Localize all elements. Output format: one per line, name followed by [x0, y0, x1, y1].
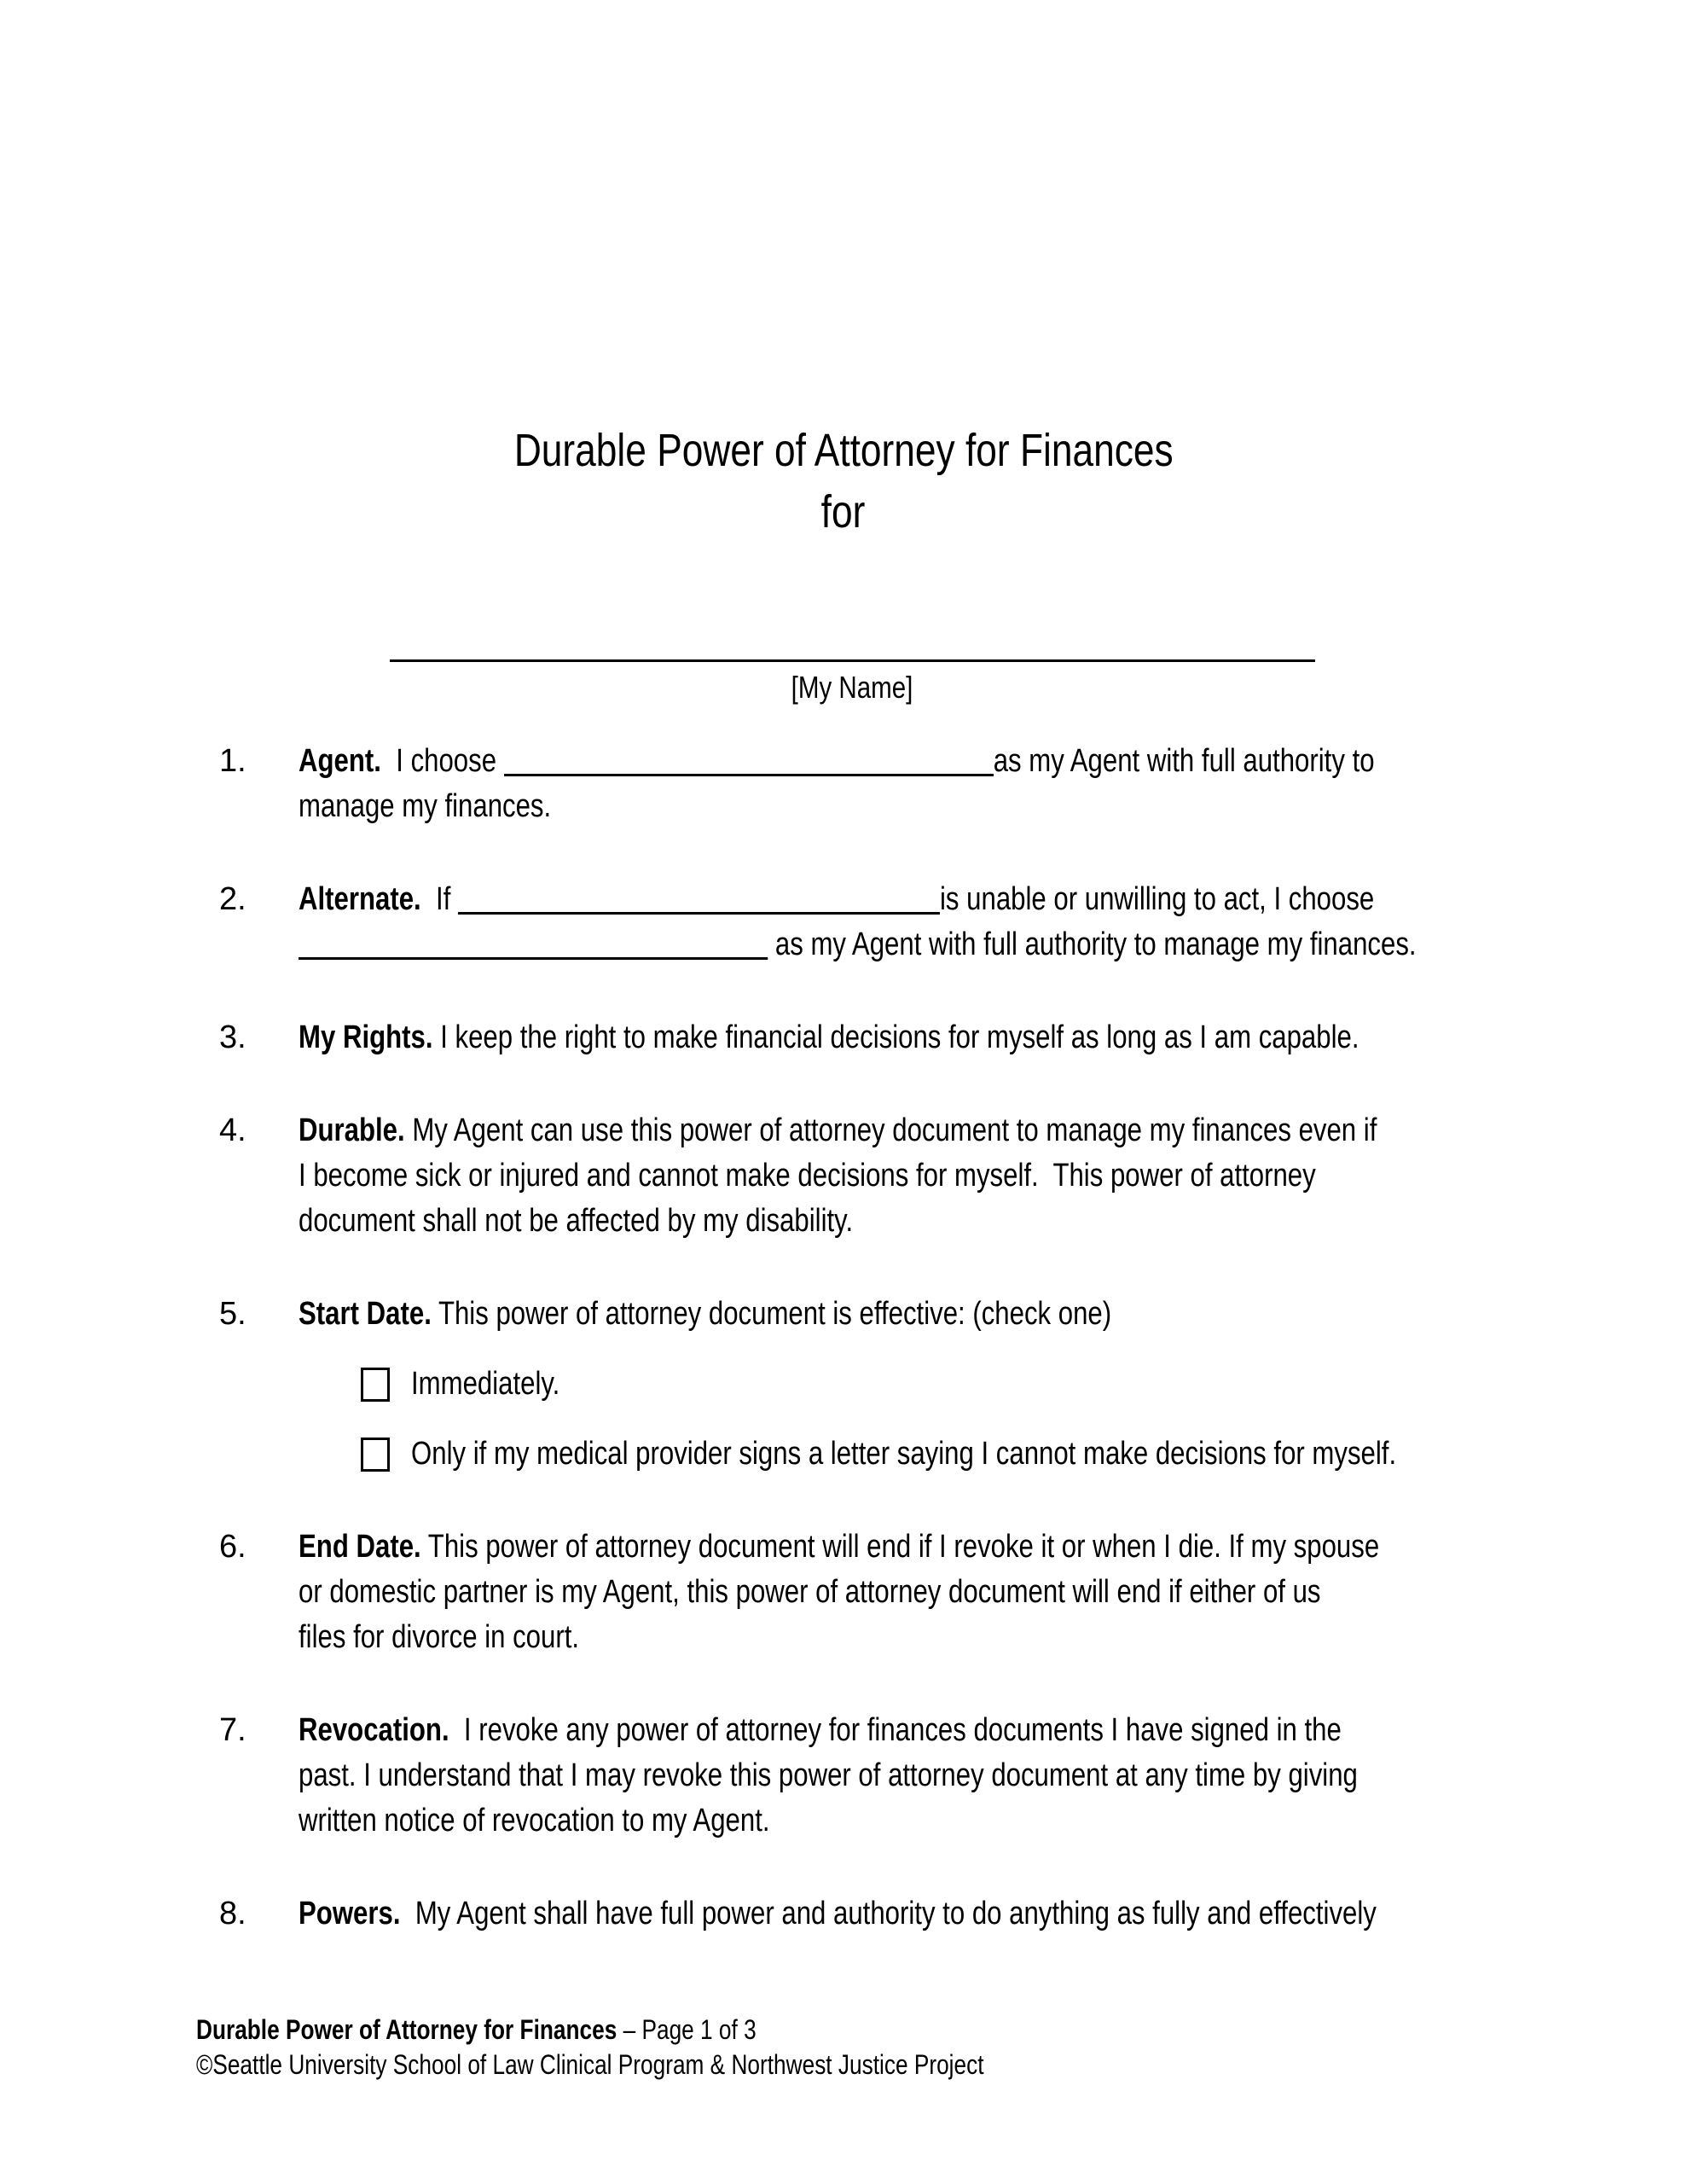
alternate-agent-name-blank[interactable] — [299, 949, 768, 960]
item-text: I choose — [380, 743, 504, 779]
item-text: as my Agent with full authority to — [993, 743, 1375, 779]
item-text: If — [420, 881, 459, 917]
item-text-line — [299, 1525, 1550, 1570]
item-text-line — [299, 1108, 1550, 1153]
document-title — [0, 420, 1687, 543]
list-item-durable — [219, 1108, 1550, 1244]
item-number: 7. — [219, 1712, 246, 1748]
item-text-line — [299, 784, 1550, 829]
item-number: 6. — [219, 1529, 246, 1565]
page-footer — [196, 2013, 1157, 2082]
item-number: 5. — [219, 1296, 246, 1332]
item-label: Start Date. — [299, 1296, 432, 1332]
list-item-start-date — [219, 1292, 1550, 1477]
list-item-powers — [219, 1891, 1550, 1937]
item-text: is unable or unwilling to act, I choose — [940, 881, 1375, 917]
item-text: past. I understand that I may revoke this power of attorney document at any time by giving — [299, 1757, 1358, 1793]
item-text: My Agent shall have full power and authority to do anything as fully and effectively — [400, 1896, 1377, 1931]
list-item-my-rights — [219, 1015, 1550, 1060]
item-label: Alternate. — [299, 881, 421, 917]
item-label: Revocation. — [299, 1712, 449, 1748]
medical-provider-checkbox[interactable] — [361, 1438, 390, 1472]
item-text: as my Agent with full authority to manage my finances. — [768, 926, 1417, 962]
item-label: Powers. — [299, 1896, 401, 1931]
item-text-line — [299, 1753, 1550, 1798]
item-text: or domestic partner is my Agent, this power of attorney document will end if either of us — [299, 1574, 1321, 1610]
numbered-list — [219, 739, 1550, 1984]
immediately-checkbox[interactable] — [361, 1368, 390, 1402]
item-number: 3. — [219, 1019, 246, 1055]
item-text: My Agent can use this power of attorney document to manage my finances even if — [404, 1112, 1377, 1148]
footer-line1 — [196, 2013, 1157, 2048]
item-text-line — [299, 1292, 1550, 1337]
item-text: manage my finances. — [299, 788, 552, 824]
item-text-line — [299, 922, 1550, 967]
agent-name-blank[interactable] — [504, 765, 994, 776]
list-item-revocation — [219, 1708, 1550, 1844]
item-text: written notice of revocation to my Agent. — [299, 1803, 770, 1838]
my-name-blank[interactable] — [390, 636, 1315, 662]
list-item-agent — [219, 739, 1550, 829]
item-number: 4. — [219, 1112, 246, 1148]
item-text-line — [299, 877, 1550, 922]
checkbox-row-immediately — [299, 1362, 1550, 1407]
item-text: I become sick or injured and cannot make decisions for myself. This power of attorney — [299, 1158, 1316, 1194]
item-text-line — [299, 739, 1550, 784]
item-label: Agent. — [299, 743, 381, 779]
item-label: My Rights. — [299, 1019, 433, 1055]
item-number: 8. — [219, 1896, 246, 1931]
item-text-line — [299, 1798, 1550, 1844]
footer-page-number: – Page 1 of 3 — [617, 2014, 757, 2045]
item-text-line — [299, 1199, 1550, 1244]
item-label: End Date. — [299, 1529, 421, 1565]
checkbox-label: Only if my medical provider signs a letter saying I cannot make decisions for myself. — [411, 1436, 1397, 1472]
footer-doc-title: Durable Power of Attorney for Finances — [196, 2014, 617, 2045]
document-title-line1: Durable Power of Attorney for Finances — [513, 425, 1174, 476]
list-item-alternate — [219, 877, 1550, 967]
item-text-line — [299, 1708, 1550, 1753]
item-text: This power of attorney document will end if I revoke it or when I die. If my spouse — [420, 1529, 1380, 1565]
document-title-line2: for — [821, 486, 866, 537]
checkbox-label: Immediately. — [411, 1366, 560, 1402]
footer-copyright: ©Seattle University School of Law Clinical Program & Northwest Justice Project — [196, 2049, 984, 2080]
alternate-condition-name-blank[interactable] — [458, 903, 940, 915]
item-text: I revoke any power of attorney for finances documents I have signed in the — [449, 1712, 1342, 1748]
item-text: This power of attorney document is effective: (check one) — [431, 1296, 1112, 1332]
item-text: I keep the right to make financial decisions for myself as long as I am capable. — [432, 1019, 1359, 1055]
item-text-line — [299, 1153, 1550, 1199]
item-text-line — [299, 1570, 1550, 1615]
item-number: 2. — [219, 881, 246, 917]
checkbox-row-medical-provider — [299, 1432, 1550, 1477]
item-label: Durable. — [299, 1112, 405, 1148]
footer-line2 — [196, 2048, 1157, 2082]
item-text-line — [299, 1015, 1550, 1060]
item-text-line — [299, 1891, 1550, 1937]
item-number: 1. — [219, 743, 246, 779]
item-text: document shall not be affected by my disability. — [299, 1203, 854, 1239]
item-text: files for divorce in court. — [299, 1619, 580, 1655]
my-name-label: [My Name] — [791, 670, 913, 705]
item-text-line — [299, 1615, 1550, 1660]
list-item-end-date — [219, 1525, 1550, 1660]
